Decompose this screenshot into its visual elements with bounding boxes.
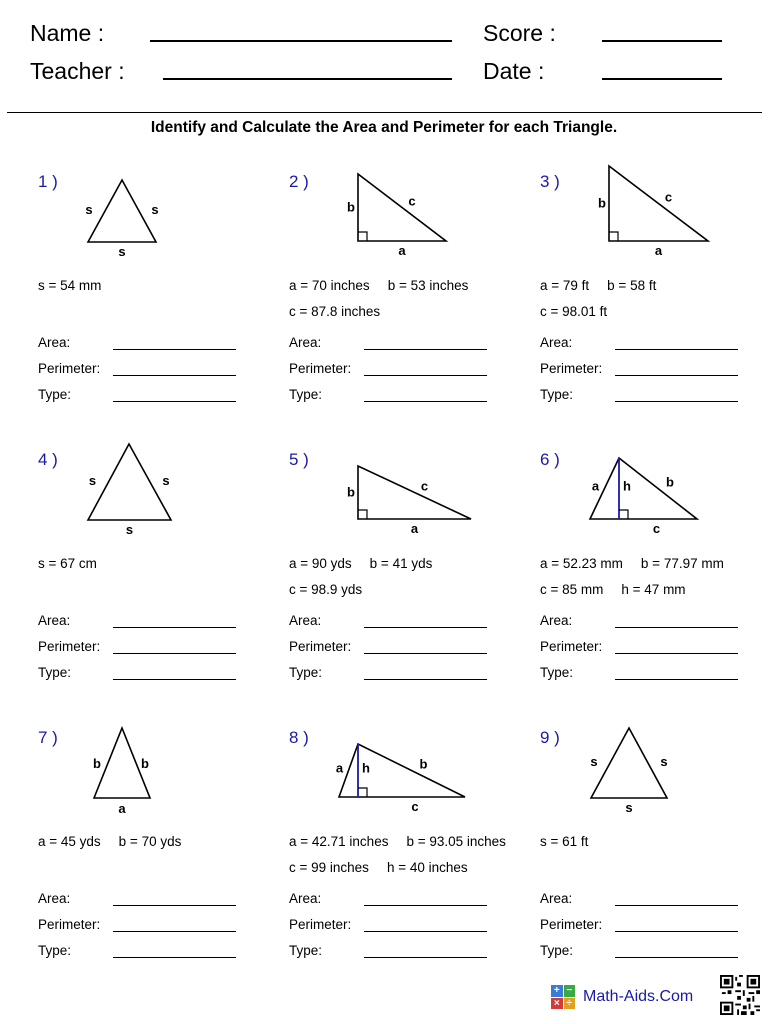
date-field[interactable] <box>602 78 722 80</box>
perimeter-label: Perimeter: <box>289 361 352 376</box>
triangle-shape <box>358 174 446 241</box>
given-values <box>289 304 380 319</box>
area-label: Area: <box>38 335 71 350</box>
given-values <box>289 278 468 293</box>
problem-9 <box>540 728 768 998</box>
side-label: s <box>118 244 126 259</box>
given-value: b = 93.05 inches <box>406 834 506 849</box>
side-label: s <box>162 473 170 488</box>
given-values <box>289 834 506 849</box>
given-value: b = 77.97 mm <box>640 556 724 571</box>
side-label: b <box>598 195 606 211</box>
side-label: s <box>151 202 159 217</box>
right-angle-marker <box>358 788 367 797</box>
problem-number: 4 ) <box>38 450 58 469</box>
side-label: a <box>654 243 663 258</box>
problem-number: 1 ) <box>38 172 58 191</box>
given-value: c = 87.8 inches <box>289 304 381 319</box>
date-label: Date : <box>483 58 545 84</box>
instructions: Identify and Calculate the Area and Perimeter for each Triangle. <box>150 119 618 136</box>
type-answer-field[interactable] <box>364 679 487 680</box>
given-value: s = 67 cm <box>38 556 97 571</box>
type-label: Type: <box>540 943 574 958</box>
area-label: Area: <box>540 613 573 628</box>
brand-link[interactable]: Math-Aids.Com <box>583 988 694 1005</box>
type-label: Type: <box>38 387 72 402</box>
perimeter-label: Perimeter: <box>38 917 101 932</box>
triangle-figure <box>38 172 278 267</box>
problem-number: 8 ) <box>289 728 309 747</box>
area-label: Area: <box>38 613 71 628</box>
problem-number: 5 ) <box>289 450 309 469</box>
given-values <box>38 278 101 293</box>
area-answer-field[interactable] <box>364 627 487 628</box>
area-answer-field[interactable] <box>615 627 738 628</box>
side-label: b <box>419 756 428 772</box>
area-label: Area: <box>540 891 573 906</box>
given-value: s = 61 ft <box>540 834 589 849</box>
type-label: Type: <box>540 665 574 680</box>
problem-number: 9 ) <box>540 728 560 747</box>
side-label: c <box>664 189 673 205</box>
problem-2 <box>289 172 529 442</box>
triangle-shape <box>609 166 708 241</box>
problem-number: 7 ) <box>38 728 58 747</box>
area-answer-field[interactable] <box>364 905 487 906</box>
header-divider <box>7 112 762 113</box>
area-label: Area: <box>289 613 322 628</box>
type-label: Type: <box>289 943 323 958</box>
math-aids-calculator-icon: + − × ÷ <box>551 985 575 1009</box>
given-value: c = 98.01 ft <box>540 304 608 319</box>
area-label: Area: <box>540 335 573 350</box>
area-answer-field[interactable] <box>113 905 236 906</box>
perimeter-answer-field[interactable] <box>113 375 236 376</box>
side-label: s <box>85 202 93 217</box>
problem-number: 2 ) <box>289 172 309 191</box>
qr-code-icon <box>720 975 760 1015</box>
side-label: a <box>410 521 419 536</box>
triangle-shape <box>88 444 171 520</box>
triangle-figure <box>540 450 768 545</box>
perimeter-label: Perimeter: <box>540 639 603 654</box>
given-values <box>289 582 362 597</box>
area-answer-field[interactable] <box>615 349 738 350</box>
type-answer-field[interactable] <box>615 957 738 958</box>
given-value: h = 40 inches <box>386 860 468 875</box>
type-answer-field[interactable] <box>615 401 738 402</box>
score-label: Score : <box>483 20 556 46</box>
type-answer-field[interactable] <box>113 679 236 680</box>
given-value: a = 45 yds <box>38 834 101 849</box>
right-angle-marker <box>358 510 367 519</box>
given-values <box>540 304 607 319</box>
problem-7 <box>38 728 278 998</box>
perimeter-answer-field[interactable] <box>364 931 487 932</box>
problem-number: 6 ) <box>540 450 560 469</box>
perimeter-answer-field[interactable] <box>615 931 738 932</box>
perimeter-label: Perimeter: <box>540 917 603 932</box>
area-answer-field[interactable] <box>113 349 236 350</box>
side-label: s <box>625 800 633 815</box>
perimeter-answer-field[interactable] <box>364 653 487 654</box>
problem-5 <box>289 450 529 720</box>
given-values <box>540 278 656 293</box>
given-value: b = 70 yds <box>118 834 182 849</box>
teacher-field[interactable] <box>163 78 452 80</box>
triangle-figure <box>38 450 278 545</box>
given-value: a = 90 yds <box>289 556 352 571</box>
given-value: b = 53 inches <box>387 278 469 293</box>
given-value: h = 47 mm <box>621 582 686 597</box>
type-label: Type: <box>289 387 323 402</box>
side-label: a <box>591 478 600 494</box>
given-values <box>289 860 468 875</box>
type-answer-field[interactable] <box>364 401 487 402</box>
given-values <box>540 834 588 849</box>
given-value: c = 99 inches <box>289 860 369 875</box>
side-label: a <box>335 760 344 776</box>
side-label: a <box>398 243 406 258</box>
side-label: c <box>411 799 419 814</box>
triangle-figure <box>38 728 278 823</box>
perimeter-answer-field[interactable] <box>615 375 738 376</box>
perimeter-answer-field[interactable] <box>113 931 236 932</box>
given-values <box>540 556 724 571</box>
type-label: Type: <box>38 665 72 680</box>
perimeter-label: Perimeter: <box>289 639 352 654</box>
right-angle-marker <box>358 232 367 241</box>
given-value: a = 70 inches <box>289 278 370 293</box>
problem-number: 3 ) <box>540 172 560 191</box>
side-label: c <box>408 193 416 209</box>
given-value: b = 41 yds <box>369 556 433 571</box>
problem-8 <box>289 728 529 998</box>
side-label: s <box>660 754 668 769</box>
side-label: b <box>666 474 674 490</box>
triangle-figure <box>289 450 529 545</box>
triangle-shape <box>358 466 471 519</box>
perimeter-label: Perimeter: <box>38 361 101 376</box>
area-answer-field[interactable] <box>113 627 236 628</box>
score-field[interactable] <box>602 40 722 42</box>
triangle-shape <box>590 458 697 519</box>
type-answer-field[interactable] <box>113 401 236 402</box>
problem-6 <box>540 450 768 720</box>
area-label: Area: <box>289 335 322 350</box>
side-label: s <box>88 473 97 488</box>
given-value: a = 79 ft <box>540 278 590 293</box>
area-label: Area: <box>289 891 322 906</box>
type-label: Type: <box>289 665 323 680</box>
given-value: b = 58 ft <box>607 278 657 293</box>
name-label: Name : <box>30 20 105 46</box>
triangle-figure <box>540 728 768 823</box>
given-value: s = 54 mm <box>38 278 102 293</box>
side-label: b <box>141 756 149 771</box>
given-value: c = 98.9 yds <box>289 582 363 597</box>
perimeter-answer-field[interactable] <box>113 653 236 654</box>
teacher-label: Teacher : <box>30 58 125 84</box>
given-values <box>289 556 432 571</box>
area-answer-field[interactable] <box>615 905 738 906</box>
right-angle-marker <box>609 232 618 241</box>
triangle-figure <box>540 172 768 267</box>
side-label: b <box>93 756 101 771</box>
right-angle-marker <box>619 510 628 519</box>
area-label: Area: <box>38 891 71 906</box>
triangle-shape <box>88 180 159 242</box>
side-label: s <box>590 754 598 769</box>
given-value: a = 42.71 inches <box>289 834 389 849</box>
area-answer-field[interactable] <box>364 349 487 350</box>
triangle-figure <box>289 172 529 267</box>
triangle-shape <box>591 728 667 798</box>
given-values <box>38 834 181 849</box>
perimeter-label: Perimeter: <box>289 917 352 932</box>
triangle-figure <box>289 728 529 823</box>
perimeter-answer-field[interactable] <box>615 653 738 654</box>
given-value: a = 52.23 mm <box>540 556 623 571</box>
perimeter-label: Perimeter: <box>540 361 603 376</box>
side-label: a <box>118 801 126 816</box>
perimeter-label: Perimeter: <box>38 639 101 654</box>
name-field[interactable] <box>150 40 452 42</box>
type-answer-field[interactable] <box>615 679 738 680</box>
given-values <box>38 556 97 571</box>
problem-4 <box>38 450 278 720</box>
type-answer-field[interactable] <box>364 957 487 958</box>
problem-1 <box>38 172 278 442</box>
problem-3 <box>540 172 768 442</box>
given-value: c = 85 mm <box>540 582 604 597</box>
height-label: h <box>362 760 370 776</box>
type-label: Type: <box>38 943 72 958</box>
side-label: b <box>347 484 355 500</box>
side-label: b <box>347 199 355 215</box>
side-label: s <box>125 522 134 537</box>
height-label: h <box>623 478 631 494</box>
given-values <box>540 582 686 597</box>
perimeter-answer-field[interactable] <box>364 375 487 376</box>
side-label: c <box>652 521 661 536</box>
type-answer-field[interactable] <box>113 957 236 958</box>
type-label: Type: <box>540 387 574 402</box>
side-label: c <box>420 478 429 494</box>
